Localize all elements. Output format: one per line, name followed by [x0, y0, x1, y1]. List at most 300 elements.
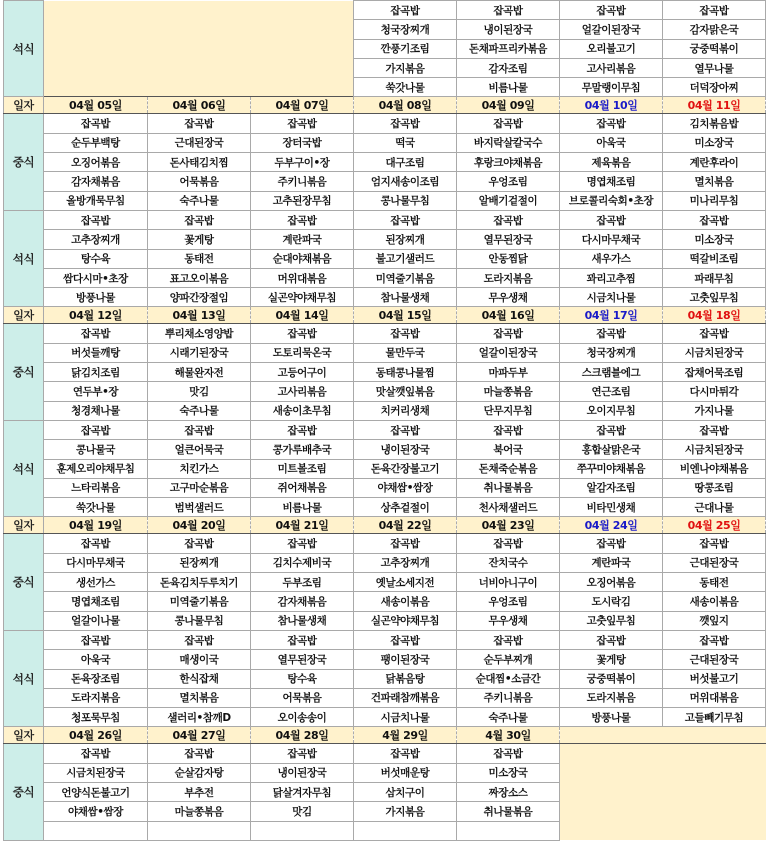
menu-item: 잡곡밥: [251, 324, 354, 343]
menu-item: 연근조림: [560, 382, 663, 401]
date-row: [4, 97, 766, 114]
meal-row: [4, 744, 766, 763]
menu-item: 잡곡밥: [148, 534, 251, 553]
meal-row: [4, 172, 766, 191]
date-cell: 04월 16일: [457, 307, 560, 324]
menu-item: 잡곡밥: [354, 324, 457, 343]
date-cell: 04월 22일: [354, 517, 457, 534]
meal-label-lunch: 중식: [4, 324, 44, 420]
meal-row: [4, 553, 766, 572]
date-cell: 04월 25일: [663, 517, 766, 534]
menu-item: 명엽채조림: [560, 172, 663, 191]
meal-row: [4, 498, 766, 517]
menu-item: 우엉조림: [457, 172, 560, 191]
menu-item: 꽃게탕: [560, 650, 663, 669]
menu-item: [354, 821, 457, 840]
menu-item: [148, 821, 251, 840]
menu-item: 고사리볶음: [560, 58, 663, 77]
menu-item: 맛김: [251, 802, 354, 821]
menu-item: 열무된장국: [251, 650, 354, 669]
menu-item: 잡곡밥: [560, 324, 663, 343]
menu-item: 멸치볶음: [148, 688, 251, 707]
meal-row: [4, 401, 766, 420]
date-cell: 04월 05일: [44, 97, 148, 114]
menu-item: 취나물볶음: [457, 478, 560, 497]
weekly-meal-table: [3, 0, 766, 841]
menu-item: 고춧잎무침: [560, 611, 663, 630]
menu-item: 잡곡밥: [148, 210, 251, 229]
menu-item: 냉이된장국: [251, 763, 354, 782]
menu-item: 마파두부: [457, 363, 560, 382]
menu-item: 잡곡밥: [457, 420, 560, 439]
menu-item: 잡곡밥: [44, 210, 148, 229]
date-cell: 04월 13일: [148, 307, 251, 324]
menu-item: 한식잡채: [148, 669, 251, 688]
menu-item: 감자채볶음: [44, 172, 148, 191]
menu-item: 잡곡밥: [663, 1, 766, 20]
menu-item: 잡곡밥: [148, 114, 251, 133]
date-row: [4, 517, 766, 534]
menu-item: 동태콩나물찜: [354, 363, 457, 382]
menu-item: 홍합살맑은국: [560, 440, 663, 459]
menu-item: 상추겉절이: [354, 498, 457, 517]
menu-item: 잡곡밥: [560, 210, 663, 229]
menu-item: 순살감자탕: [148, 763, 251, 782]
menu-item: 표고오이볶음: [148, 268, 251, 287]
menu-item: 미소장국: [663, 230, 766, 249]
menu-item: 비엔나야채볶음: [663, 459, 766, 478]
meal-row: [4, 630, 766, 649]
menu-item: 미소장국: [663, 133, 766, 152]
menu-item: 고들빼기무침: [663, 708, 766, 727]
menu-item: 잡곡밥: [663, 630, 766, 649]
menu-item: 시래기된장국: [148, 343, 251, 362]
menu-item: 냉이된장국: [354, 440, 457, 459]
menu-item: 미나리무침: [663, 191, 766, 210]
menu-item: 탕수육: [44, 249, 148, 268]
menu-item: 가지볶음: [354, 802, 457, 821]
menu-item: [251, 821, 354, 840]
menu-item: 잡곡밥: [457, 210, 560, 229]
menu-item: 돈사태김치찜: [148, 153, 251, 172]
menu-item: 잡곡밥: [251, 114, 354, 133]
menu-item: 바지락살칼국수: [457, 133, 560, 152]
menu-item: 얼갈이나물: [44, 611, 148, 630]
menu-item: 콩가루배추국: [251, 440, 354, 459]
menu-item: 가지나물: [663, 401, 766, 420]
menu-item: 잡곡밥: [44, 324, 148, 343]
menu-item: 팽이된장국: [354, 650, 457, 669]
meal-row: [4, 343, 766, 362]
menu-item: 연두부•장: [44, 382, 148, 401]
date-cell: 04월 06일: [148, 97, 251, 114]
meal-row: [4, 420, 766, 439]
menu-item: 순두부백탕: [44, 133, 148, 152]
menu-item: 매생이국: [148, 650, 251, 669]
menu-item: 브로콜리숙회•초장: [560, 191, 663, 210]
date-cell: 04월 20일: [148, 517, 251, 534]
menu-item: 시금치나물: [354, 708, 457, 727]
menu-item: 열무나물: [663, 58, 766, 77]
menu-item: 미소장국: [457, 763, 560, 782]
menu-item: 천사채샐러드: [457, 498, 560, 517]
menu-item: 머위대볶음: [663, 688, 766, 707]
date-cell: 4월 29일: [354, 727, 457, 744]
menu-item: 근대된장국: [663, 553, 766, 572]
date-cell: 04월 26일: [44, 727, 148, 744]
menu-item: 잡곡밥: [44, 534, 148, 553]
menu-item: 잡곡밥: [354, 210, 457, 229]
menu-item: 잡곡밥: [663, 420, 766, 439]
meal-row: [4, 440, 766, 459]
menu-item: 아욱국: [560, 133, 663, 152]
menu-item: 멸치볶음: [663, 172, 766, 191]
menu-item: 돈채파프리카볶음: [457, 39, 560, 58]
menu-item: 근대나물: [663, 498, 766, 517]
menu-item: 쑥갓나물: [354, 78, 457, 97]
menu-item: 어묵볶음: [251, 688, 354, 707]
menu-item: 청국장찌개: [560, 343, 663, 362]
date-row: [4, 307, 766, 324]
menu-item: 스크램블에그: [560, 363, 663, 382]
menu-item: 삼치구이: [354, 782, 457, 801]
menu-item: 잡곡밥: [560, 630, 663, 649]
menu-item: 떡국: [354, 133, 457, 152]
date-cell: 04월 10일: [560, 97, 663, 114]
date-cell: 04월 27일: [148, 727, 251, 744]
menu-item: 알감자조림: [560, 478, 663, 497]
menu-item: 무말랭이무침: [560, 78, 663, 97]
date-cell: 04월 21일: [251, 517, 354, 534]
menu-item: 잡곡밥: [251, 744, 354, 763]
menu-item: 부추전: [148, 782, 251, 801]
meal-row: [4, 268, 766, 287]
menu-item: 시금치된장국: [663, 440, 766, 459]
menu-item: 고추장찌개: [354, 553, 457, 572]
menu-item: 주키니볶음: [457, 688, 560, 707]
menu-item: 열무된장국: [457, 230, 560, 249]
meal-label-lunch: 중식: [4, 744, 44, 840]
menu-item: 명엽채조림: [44, 592, 148, 611]
menu-item: 치킨가스: [148, 459, 251, 478]
menu-item: 깐풍기조림: [354, 39, 457, 58]
menu-item: 고추장찌개: [44, 230, 148, 249]
menu-item: 콩나물무침: [354, 191, 457, 210]
menu-item: 계란후라이: [663, 153, 766, 172]
menu-item: 잡곡밥: [560, 420, 663, 439]
menu-item: 마늘쫑볶음: [457, 382, 560, 401]
menu-item: 잔치국수: [457, 553, 560, 572]
menu-item: 잡곡밥: [148, 744, 251, 763]
meal-row: [4, 708, 766, 727]
menu-item: 탕수육: [251, 669, 354, 688]
meal-row: [4, 324, 766, 343]
menu-item: 뿌리채소영양밥: [148, 324, 251, 343]
menu-item: 제육볶음: [560, 153, 663, 172]
date-label: 일자: [4, 97, 44, 114]
menu-item: 훈제오리야채무침: [44, 459, 148, 478]
menu-item: 동태전: [663, 573, 766, 592]
menu-item: 잡곡밥: [663, 534, 766, 553]
menu-item: 근대된장국: [148, 133, 251, 152]
meal-row: [4, 382, 766, 401]
menu-item: 쭈꾸미야채볶음: [560, 459, 663, 478]
menu-item: 비름나물: [457, 78, 560, 97]
menu-item: [457, 821, 560, 840]
menu-item: 잡곡밥: [251, 420, 354, 439]
menu-item: 무우생채: [457, 288, 560, 307]
menu-item: 도라지볶음: [457, 268, 560, 287]
menu-item: 참나물생채: [251, 611, 354, 630]
menu-item: 잡곡밥: [44, 744, 148, 763]
meal-label-dinner: 석식: [4, 630, 44, 726]
menu-item: 쥐어채볶음: [251, 478, 354, 497]
menu-item: 짜장소스: [457, 782, 560, 801]
date-cell: 4월 30일: [457, 727, 560, 744]
menu-item: 북어국: [457, 440, 560, 459]
menu-item: 잡곡밥: [44, 420, 148, 439]
menu-item: 계란파국: [560, 553, 663, 572]
menu-item: 안동찜닭: [457, 249, 560, 268]
meal-label-lunch: 중식: [4, 114, 44, 210]
date-cell: 04월 24일: [560, 517, 663, 534]
menu-item: 우엉조림: [457, 592, 560, 611]
menu-item: 무우생채: [457, 611, 560, 630]
menu-item: 궁중떡볶이: [560, 669, 663, 688]
menu-item: 건파래참깨볶음: [354, 688, 457, 707]
menu-item: 치커리생채: [354, 401, 457, 420]
menu-item: 도라지볶음: [560, 688, 663, 707]
menu-item: 미트볼조림: [251, 459, 354, 478]
menu-item: 고추된장무침: [251, 191, 354, 210]
menu-item: 잡곡밥: [251, 630, 354, 649]
menu-item: 단무지무침: [457, 401, 560, 420]
menu-item: 잡곡밥: [457, 534, 560, 553]
empty-cell: [44, 1, 354, 97]
date-cell: 04월 17일: [560, 307, 663, 324]
menu-item: 취나물볶음: [457, 802, 560, 821]
menu-item: 잡곡밥: [44, 630, 148, 649]
menu-item: 김치볶음밥: [663, 114, 766, 133]
menu-item: 알배기겉절이: [457, 191, 560, 210]
menu-item: 후랑크야채볶음: [457, 153, 560, 172]
menu-item: 잡곡밥: [457, 630, 560, 649]
meal-row: [4, 114, 766, 133]
menu-item: 꽈리고추찜: [560, 268, 663, 287]
menu-item: 오징어볶음: [560, 573, 663, 592]
date-cell: 04월 14일: [251, 307, 354, 324]
meal-row: [4, 191, 766, 210]
menu-item: 숙주나물: [148, 401, 251, 420]
menu-item: 미역줄기볶음: [148, 592, 251, 611]
menu-item: 잡곡밥: [560, 1, 663, 20]
menu-item: 냉이된장국: [457, 20, 560, 39]
menu-item: 된장찌개: [148, 553, 251, 572]
menu-item: 잡곡밥: [354, 114, 457, 133]
menu-item: 버섯들깨탕: [44, 343, 148, 362]
menu-item: 얼갈이된장국: [457, 343, 560, 362]
menu-item: 감자채볶음: [251, 592, 354, 611]
date-cell: 04월 23일: [457, 517, 560, 534]
menu-item: 김치수제비국: [251, 553, 354, 572]
menu-item: 잡곡밥: [354, 420, 457, 439]
meal-row: [4, 573, 766, 592]
menu-item: 고사리볶음: [251, 382, 354, 401]
menu-item: 땅콩조림: [663, 478, 766, 497]
menu-item: 양파간장절임: [148, 288, 251, 307]
menu-item: 근대된장국: [663, 650, 766, 669]
meal-row: [4, 363, 766, 382]
menu-item: 잡곡밥: [148, 630, 251, 649]
date-label: 일자: [4, 517, 44, 534]
meal-row: [4, 650, 766, 669]
menu-item: 동태전: [148, 249, 251, 268]
menu-item: 잡곡밥: [457, 744, 560, 763]
menu-item: 돈채죽순볶음: [457, 459, 560, 478]
menu-item: 숙주나물: [457, 708, 560, 727]
meal-row: [4, 611, 766, 630]
menu-item: 새송이초무침: [251, 401, 354, 420]
meal-row: [4, 288, 766, 307]
menu-item: 얼갈이된장국: [560, 20, 663, 39]
menu-item: 떡갈비조림: [663, 249, 766, 268]
menu-item: 잡곡밥: [251, 210, 354, 229]
menu-item: 쌈다시마•초장: [44, 268, 148, 287]
menu-item: 꽃게탕: [148, 230, 251, 249]
menu-item: 잡곡밥: [560, 114, 663, 133]
menu-item: 맛살깻잎볶음: [354, 382, 457, 401]
menu-item: 대구조림: [354, 153, 457, 172]
meal-label-dinner: 석식: [4, 1, 44, 97]
menu-item: 느타리볶음: [44, 478, 148, 497]
menu-item: 아욱국: [44, 650, 148, 669]
menu-item: [44, 821, 148, 840]
date-cell: 04월 07일: [251, 97, 354, 114]
menu-item: 쑥갓나물: [44, 498, 148, 517]
menu-item: 닭볶음탕: [354, 669, 457, 688]
menu-item: 잡곡밥: [457, 114, 560, 133]
date-label: 일자: [4, 727, 44, 744]
meal-row: [4, 153, 766, 172]
menu-item: 엄지새송이조림: [354, 172, 457, 191]
meal-label-dinner: 석식: [4, 420, 44, 516]
menu-item: 잡곡밥: [354, 1, 457, 20]
menu-item: 미역줄기볶음: [354, 268, 457, 287]
menu-item: 머위대볶음: [251, 268, 354, 287]
menu-item: 다시마무채국: [560, 230, 663, 249]
menu-item: 잡곡밥: [457, 1, 560, 20]
menu-item: 잡곡밥: [251, 534, 354, 553]
meal-row: [4, 249, 766, 268]
menu-item: 야채쌈•쌈장: [354, 478, 457, 497]
menu-item: 버섯매운탕: [354, 763, 457, 782]
menu-item: 다시마튀각: [663, 382, 766, 401]
menu-item: 청포묵무침: [44, 708, 148, 727]
menu-item: 잡곡밥: [354, 534, 457, 553]
menu-item: 야채쌈•쌈장: [44, 802, 148, 821]
menu-item: 물만두국: [354, 343, 457, 362]
menu-item: 가지볶음: [354, 58, 457, 77]
menu-item: 버섯불고기: [663, 669, 766, 688]
meal-row: [4, 1, 766, 20]
menu-item: 오이송송이: [251, 708, 354, 727]
date-cell: 04월 15일: [354, 307, 457, 324]
meal-row: [4, 230, 766, 249]
meal-row: [4, 688, 766, 707]
menu-item: 돈육장조림: [44, 669, 148, 688]
menu-item: 얼큰어묵국: [148, 440, 251, 459]
menu-item: 순대찜•소금간: [457, 669, 560, 688]
menu-item: 잡곡밥: [354, 744, 457, 763]
meal-row: [4, 210, 766, 229]
menu-item: 마늘쫑볶음: [148, 802, 251, 821]
menu-item: 순두부찌개: [457, 650, 560, 669]
menu-item: 언양식돈불고기: [44, 782, 148, 801]
meal-label-lunch: 중식: [4, 534, 44, 630]
date-cell: 04월 08일: [354, 97, 457, 114]
menu-item: 너비아니구이: [457, 573, 560, 592]
meal-row: [4, 478, 766, 497]
menu-item: 실곤약야채무침: [251, 288, 354, 307]
menu-item: 궁중떡볶이: [663, 39, 766, 58]
menu-item: 두부조림: [251, 573, 354, 592]
menu-item: 오리불고기: [560, 39, 663, 58]
menu-item: 불고기샐러드: [354, 249, 457, 268]
date-cell: 04월 19일: [44, 517, 148, 534]
menu-item: 감자조림: [457, 58, 560, 77]
menu-item: 방풍나물: [560, 708, 663, 727]
menu-item: 어묵볶음: [148, 172, 251, 191]
menu-item: 잡채어묵조림: [663, 363, 766, 382]
menu-item: 콩나물무침: [148, 611, 251, 630]
menu-item: 잡곡밥: [354, 630, 457, 649]
menu-item: 파래무침: [663, 268, 766, 287]
menu-item: 시금치나물: [560, 288, 663, 307]
menu-item: 생선가스: [44, 573, 148, 592]
date-row: [4, 727, 766, 744]
date-cell: 04월 28일: [251, 727, 354, 744]
menu-item: 더덕장아찌: [663, 78, 766, 97]
empty-cell: [560, 744, 766, 840]
menu-item: 다시마무채국: [44, 553, 148, 572]
menu-item: 순대야채볶음: [251, 249, 354, 268]
menu-item: 고춧잎무침: [663, 288, 766, 307]
menu-item: 시금치된장국: [663, 343, 766, 362]
menu-item: 범벅샐러드: [148, 498, 251, 517]
menu-item: 도토리묵온국: [251, 343, 354, 362]
menu-item: 돈육김치두루치기: [148, 573, 251, 592]
menu-item: 주키니볶음: [251, 172, 354, 191]
meal-label-dinner: 석식: [4, 210, 44, 306]
menu-item: 비름나물: [251, 498, 354, 517]
menu-item: 잡곡밥: [663, 210, 766, 229]
meal-row: [4, 133, 766, 152]
date-cell: 04월 12일: [44, 307, 148, 324]
menu-item: 잡곡밥: [457, 324, 560, 343]
menu-item: 오이지무침: [560, 401, 663, 420]
menu-item: 올방개묵무침: [44, 191, 148, 210]
meal-row: [4, 534, 766, 553]
menu-item: 장터국밥: [251, 133, 354, 152]
menu-item: 돈육간장불고기: [354, 459, 457, 478]
menu-item: 콩나물국: [44, 440, 148, 459]
meal-row: [4, 459, 766, 478]
menu-item: 잡곡밥: [663, 324, 766, 343]
date-cell: 04월 11일: [663, 97, 766, 114]
menu-item: 고등어구이: [251, 363, 354, 382]
menu-item: 닭김치조림: [44, 363, 148, 382]
menu-item: 잡곡밥: [44, 114, 148, 133]
